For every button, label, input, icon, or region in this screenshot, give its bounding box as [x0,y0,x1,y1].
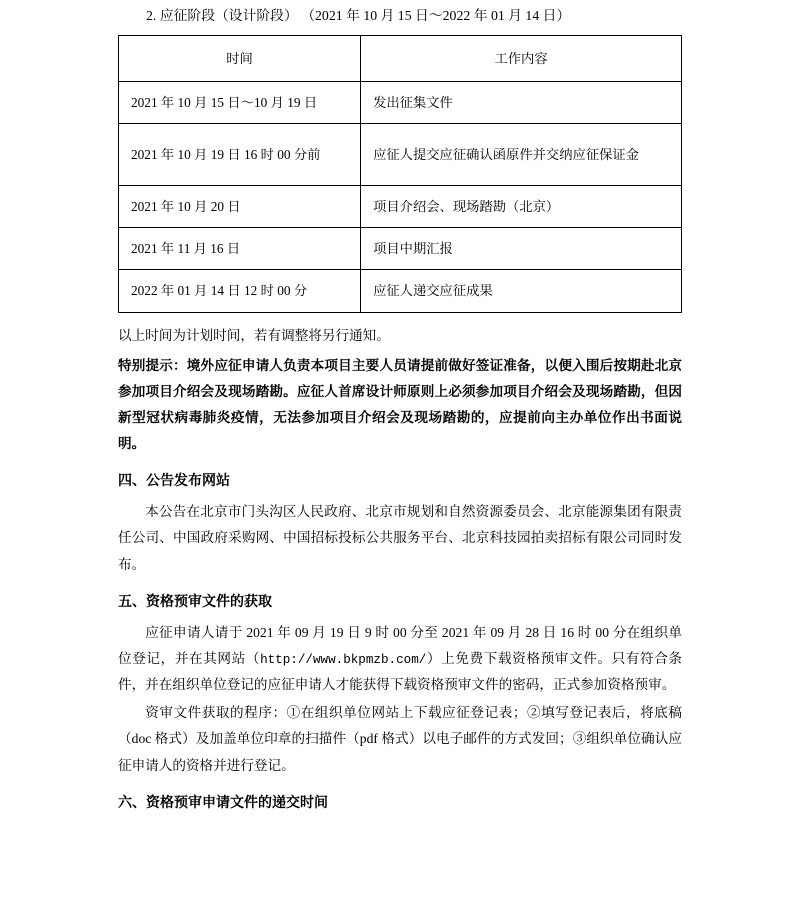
cell-time: 2022 年 01 月 14 日 12 时 00 分 [119,270,361,312]
section-four-heading: 四、公告发布网站 [118,473,230,489]
section-five-paragraph-2: 资审文件获取的程序：①在组织单位网站上下载应征登记表；②填写登记表后，将底稿（doc 格式）及加盖单位印章的扫描件（pdf 格式）以电子邮件的方式发回；③组织单位确认应征申请人的资格并进行登记。 [118,705,682,773]
section-four-body: 本公告在北京市门头沟区人民政府、北京市规划和自然资源委员会、北京能源集团有限责任公司、中国政府采购网、中国招标投标公共服务平台、北京科技园拍卖招标有限公司同时发布。 [118,504,682,572]
after-table-note: 以上时间为计划时间，若有调整将另行通知。 [118,327,390,343]
table-row [119,123,682,185]
section-five-text-b: ）上免费下载资格预审文件。只有符合条件，并在组织单位登记的应征申请人才能获得下载资格预审文件的密码，正式参加资格预审。 [118,651,683,693]
table-row [119,185,682,227]
stage-heading [118,6,682,27]
website-url[interactable]: http://www.bkpmzb.com/ [260,653,427,668]
cell-time: 2021 年 10 月 15 日～10 月 19 日 [119,81,361,123]
section-five-heading: 五、资格预审文件的获取 [118,594,272,610]
cell-content: 应征人提交应征确认函原件并交纳应征保证金 [361,123,682,185]
section-five-text-a: 应征申请人请于 2021 年 09 月 19 日 9 时 00 分至 2021 年 09 月 28 日 16 时 00 分在组织单位登记，并在其网站（ [118,625,682,667]
cell-content: 项目介绍会、现场踏勘（北京） [361,185,682,227]
cell-time: 2021 年 10 月 20 日 [119,185,361,227]
table-row [119,81,682,123]
schedule-table [118,35,682,313]
cell-content: 项目中期汇报 [361,228,682,270]
stage-daterange: （2021 年 10 月 15 日～2022 年 01 月 14 日） [301,8,571,23]
table-header-row [119,35,682,81]
stage-number: 2. [146,8,157,23]
special-notice: 特别提示：境外应征申请人负责本项目主要人员请提前做好签证准备，以便入围后按期赴北京参加项目介绍会及现场踏勘。应征人首席设计师原则上必须参加项目介绍会及现场踏勘，但因新型冠状病毒肺炎疫情，无法参加项目介绍会及现场踏勘的，应提前向主办单位作出书面说明。 [118,357,682,451]
table-row [119,270,682,312]
section-five-paragraph-1 [118,620,682,698]
section-six-heading: 六、资格预审申请文件的递交时间 [118,795,328,811]
cell-time: 2021 年 11 月 16 日 [119,228,361,270]
table-row [119,228,682,270]
stage-title: 应征阶段（设计阶段） [159,8,298,23]
column-header-content: 工作内容 [361,35,682,81]
cell-time: 2021 年 10 月 19 日 16 时 00 分前 [119,123,361,185]
cell-content: 应征人递交应征成果 [361,270,682,312]
column-header-time: 时间 [119,35,361,81]
cell-content: 发出征集文件 [361,81,682,123]
